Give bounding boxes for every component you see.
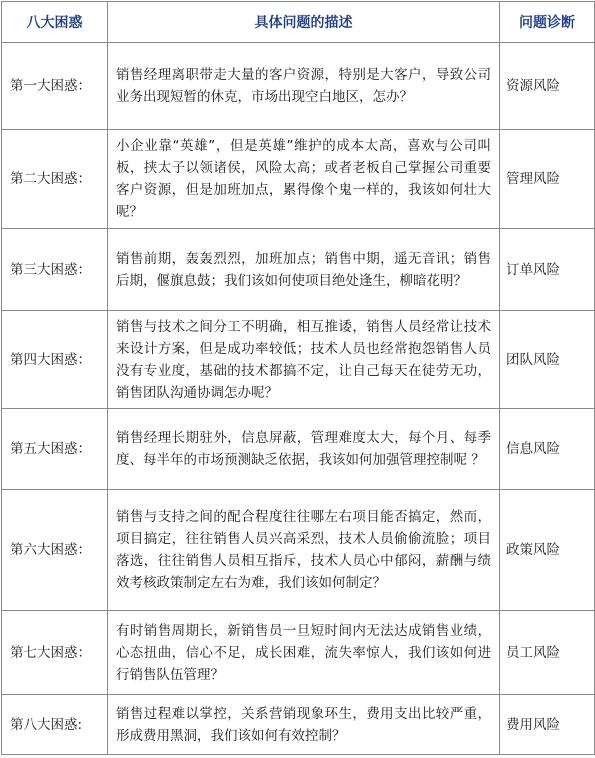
row-description: 销售经理离职带走大量的客户资源，特别是大客户，导致公司业务出现短暂的休克，市场出现空白地区，怎办？: [108, 43, 500, 130]
row-diagnosis: 政策风险: [500, 490, 595, 611]
row-description: 销售前期，轰轰烈烈，加班加点；销售中期，遥无音讯；销售后期，偃旗息鼓；我们该如何使项目绝处逢生，柳暗花明？: [108, 229, 500, 311]
row-label: 第一大困惑：: [2, 43, 108, 130]
row-description: 小企业靠“英雄”，但是英雄”维护的成本太高，喜欢与公司叫板，挟太子以领诸侯，风险太高；或者老板自己掌握公司重要客户资源，但是加班加点，累得像个鬼一样的，我该如何壮大呢？: [108, 130, 500, 229]
row-label: 第五大困惑：: [2, 409, 108, 490]
row-label: 第七大困惑：: [2, 611, 108, 695]
header-diagnosis: 问题诊断: [500, 2, 595, 43]
table-row: [2, 611, 595, 695]
row-description: 有时销售周期长，新销售员一旦短时间内无法达成销售业绩，心态扭曲，信心不足，成长困难，流失率惊人，我们该如何进行销售队伍管理？: [108, 611, 500, 695]
confusion-table: [1, 1, 595, 755]
row-label: 第二大困惑：: [2, 130, 108, 229]
table-row: [2, 229, 595, 311]
table-row: [2, 409, 595, 490]
row-diagnosis: 团队风险: [500, 311, 595, 409]
table-row: [2, 695, 595, 755]
row-label: 第六大困惑：: [2, 490, 108, 611]
row-description: 销售经理长期驻外，信息屏蔽，管理难度太大，每个月、每季度、每半年的市场预测缺乏依据，我该如何加强管理控制呢 ？: [108, 409, 500, 490]
row-diagnosis: 管理风险: [500, 130, 595, 229]
row-diagnosis: 费用风险: [500, 695, 595, 755]
row-label: 第八大困惑:: [2, 695, 108, 755]
row-label: 第三大困惑：: [2, 229, 108, 311]
table-row: [2, 490, 595, 611]
row-description: 销售与支持之间的配合程度往往哪左右项目能否搞定，然而，项目搞定，往往销售人员兴高采烈，技术人员偷偷流脸；项目落选，往往销售人员相互指斥，技术人员心中郁闷，薪酬与绩效考核政策制定左右为难，我们该如何制定？: [108, 490, 500, 611]
row-diagnosis: 订单风险: [500, 229, 595, 311]
table-row: [2, 130, 595, 229]
table-row: [2, 311, 595, 409]
row-diagnosis: 员工风险: [500, 611, 595, 695]
table-header-row: [2, 2, 595, 43]
row-description: 销售与技术之间分工不明确，相互推诿，销售人员经常让技术来设计方案，但是成功率较低；技术人员也经常抱怨销售人员没有专业度，基础的技术都搞不定，让自己每天在徒劳无功，销售团队沟通协调怎办呢？: [108, 311, 500, 409]
header-description: 具体问题的描述: [108, 2, 500, 43]
row-label: 第四大困惑：: [2, 311, 108, 409]
row-diagnosis: 信息风险: [500, 409, 595, 490]
row-description: 销售过程难以掌控，关系营销现象环生，费用支出比较严重，形成费用黑洞，我们该如何有效控制？: [108, 695, 500, 755]
table-row: [2, 43, 595, 130]
row-diagnosis: 资源风险: [500, 43, 595, 130]
header-confusions: 八大困惑: [2, 2, 108, 43]
